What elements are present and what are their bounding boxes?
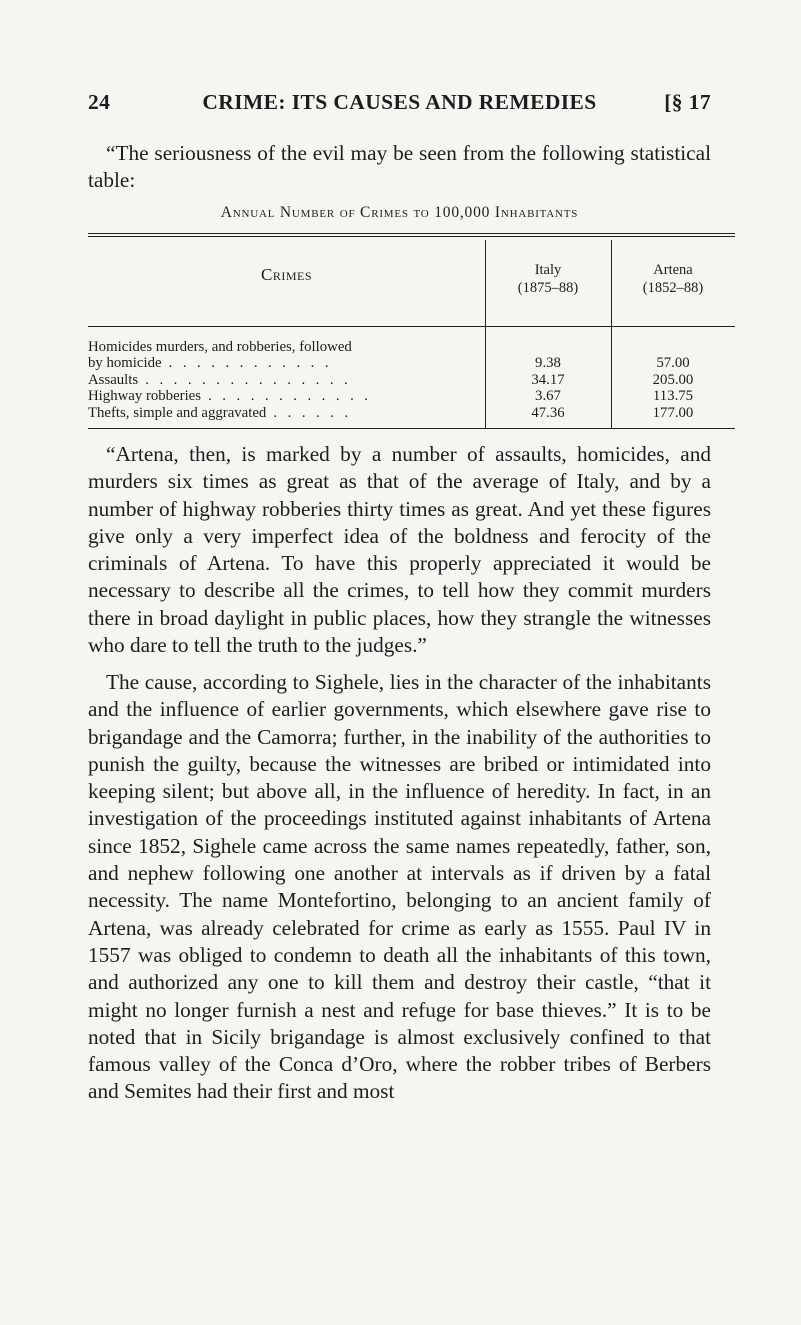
italy-value: 47.36	[531, 404, 565, 421]
leader-dots: . . . . . . . . . . . .	[201, 388, 372, 405]
table-row-label: Homicides murders, and robberies, followed	[88, 339, 352, 355]
table-row-label: Highway robberies . . . . . . . . . . . .	[88, 388, 372, 405]
artena-value: 113.75	[652, 388, 694, 405]
leader-dots: . . . . . . . . . . . .	[161, 355, 332, 372]
page-number: 24	[88, 90, 111, 114]
running-header	[88, 90, 711, 120]
table-row-label: Assaults . . . . . . . . . . . . . . .	[88, 371, 352, 388]
table-bottom-rule	[88, 428, 735, 429]
italy-value: 34.17	[531, 371, 565, 388]
header-italy	[485, 261, 611, 297]
leader-dots: . . . . . .	[266, 404, 352, 421]
running-title: CRIME: ITS CAUSES AND REMEDIES	[202, 90, 597, 114]
column-divider	[611, 240, 612, 326]
statistics-table	[88, 233, 735, 429]
italy-values	[485, 355, 611, 421]
body-paragraph-sighele	[88, 669, 711, 1106]
table-header	[88, 237, 735, 326]
header-artena	[611, 261, 735, 297]
table-caption: Annual Number of Crimes to 100,000 Inhabitants	[220, 204, 579, 221]
italy-value: 3.67	[535, 388, 561, 405]
column-divider	[485, 240, 486, 326]
paragraph-text: The cause, according to Sighele, lies in the character of the inhabitants and the influence of earlier governments, which elsewhere gave rise to brigandage and the Camorra; further, in the inability of the authorities to punish the guilty, because the witnesses are bribed or intimidated into keeping silent; but above all, in the influence of heredity. In fact, in an investigation of the proceedings instituted against inhabitants of Artena since 1852, Sighele came across the same names repeatedly, father, son, and nephew following one another at intervals as if driven by a fatal necessity. The name Montefortino, belonging to an ancient family of Artena, was already celebrated for crime as early as 1555. Paul IV in 1557 was obliged to condemn to death all the inhabitants of this town, and authorized any one to kill them and destroy their castle, “that it might no longer furnish a nest and refuge for base thieves.” It is to be noted that in Sicily brigandage is almost exclusively confined to that famous valley of the Conca d’Oro, where the robber tribes of Berbers and Semites had their first and most	[88, 670, 711, 1104]
artena-value: 57.00	[656, 355, 690, 372]
header-artena-label: Artena	[653, 262, 693, 278]
leader-dots: . . . . . . . . . . . . . . .	[138, 371, 352, 388]
italy-value: 9.38	[535, 355, 561, 372]
artena-values	[611, 355, 735, 421]
table-row-label: by homicide . . . . . . . . . . . .	[88, 355, 332, 372]
table-row-label: Thefts, simple and aggravated . . . . . .	[88, 404, 352, 421]
header-italy-years: (1875–88)	[517, 280, 579, 296]
row-labels	[88, 339, 480, 421]
header-crimes: Crimes	[260, 265, 312, 284]
body-paragraph-artena	[88, 441, 711, 659]
intro-paragraph: “The seriousness of the evil may be seen from the following statistical table:	[88, 141, 711, 192]
header-artena-years: (1852–88)	[642, 280, 704, 296]
artena-value: 177.00	[652, 404, 694, 421]
artena-value: 205.00	[652, 371, 694, 388]
header-italy-label: Italy	[534, 262, 562, 278]
table-body	[88, 327, 735, 428]
paragraph-text: “Artena, then, is marked by a number of assaults, homicides, and murders six times as great as that of the average of Italy, and by a number of highway robberies thirty times as great. And yet these figures give only a very imperfect idea of the boldness and ferocity of the criminals of Artena. To have this properly appreciated it would be necessary to describe all the crimes, to tell how they commit murders there in broad daylight in public places, how they strangle the witnesses who dare to tell the truth to the judges.”	[88, 442, 711, 658]
section-marker: [§ 17	[664, 90, 711, 114]
